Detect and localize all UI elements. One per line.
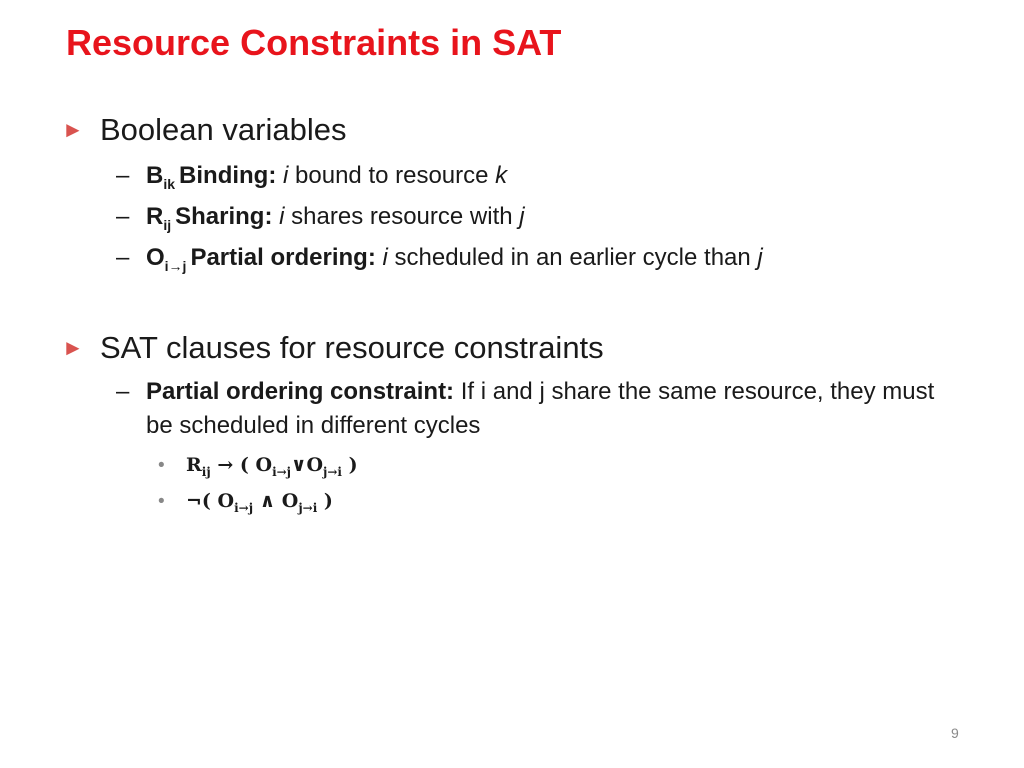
f2-not: ¬( — [186, 490, 211, 512]
var-letter: R — [146, 203, 164, 230]
constraint-description — [146, 375, 966, 443]
f1-r-sub: ij — [201, 465, 211, 479]
f1-o2-sub: j→i — [323, 465, 342, 479]
var-j: j — [757, 244, 763, 271]
var-text: shares resource with — [291, 203, 513, 230]
var-text: bound to resource — [295, 162, 489, 189]
f2-and: ∧ — [259, 490, 276, 512]
sub-item-binding — [116, 162, 507, 192]
var-i: i — [382, 244, 388, 271]
triangle-bullet-icon: ► — [62, 335, 84, 360]
f1-o1-sub: i→j — [272, 465, 292, 479]
f2-o1-sub: i→j — [234, 501, 254, 515]
var-label: Partial ordering: — [190, 244, 376, 271]
f1-o2: O — [306, 454, 324, 476]
var-subscript: ij — [163, 217, 172, 233]
dash-bullet-icon: – — [116, 203, 130, 230]
constraint-label: Partial ordering constraint: — [146, 378, 455, 405]
section1-heading: Boolean variables — [100, 112, 347, 147]
sub-item-partial-ordering — [116, 244, 763, 274]
page-number: 9 — [951, 725, 959, 741]
triangle-bullet-icon: ► — [62, 117, 84, 142]
section2-heading: SAT clauses for resource constraints — [100, 330, 604, 365]
dash-bullet-icon: – — [116, 162, 130, 189]
var-label: Sharing: — [175, 203, 273, 230]
bullet-sat-clauses — [62, 330, 604, 366]
dash-bullet-icon: – — [116, 378, 130, 405]
dot-bullet-icon: • — [158, 491, 165, 512]
f2-close: ) — [323, 490, 333, 512]
var-j: j — [519, 203, 525, 230]
f2-o1: O — [217, 490, 235, 512]
var-letter: O — [146, 244, 165, 271]
dot-bullet-icon: • — [158, 455, 165, 476]
dash-bullet-icon: – — [116, 244, 130, 271]
constraint-text: If i and j share the same resource, they must be scheduled in different cycles — [146, 378, 935, 439]
var-j: k — [495, 162, 508, 189]
formula-implication — [158, 454, 358, 479]
f2-o2: O — [281, 490, 299, 512]
var-i: i — [279, 203, 285, 230]
slide-title: Resource Constraints in SAT — [66, 22, 562, 63]
f1-arrow: → — [217, 454, 234, 476]
f1-r: R — [186, 454, 202, 476]
f1-close: ) — [348, 454, 358, 476]
var-subscript: i→j — [164, 258, 187, 274]
f1-open: ( — [239, 454, 249, 476]
var-text: scheduled in an earlier cycle than — [394, 244, 751, 271]
sub-item-sharing — [116, 203, 525, 233]
var-label: Binding: — [179, 162, 277, 189]
dash-bullet-constraint — [116, 378, 146, 406]
f2-o2-sub: j→i — [298, 501, 318, 515]
var-i: i — [283, 162, 289, 189]
f1-o1: O — [255, 454, 273, 476]
f1-or: ∨ — [291, 454, 307, 476]
formula-negation — [158, 490, 333, 515]
bullet-boolean-variables — [62, 112, 346, 148]
var-letter: B — [146, 162, 164, 189]
var-subscript: ik — [163, 176, 176, 192]
